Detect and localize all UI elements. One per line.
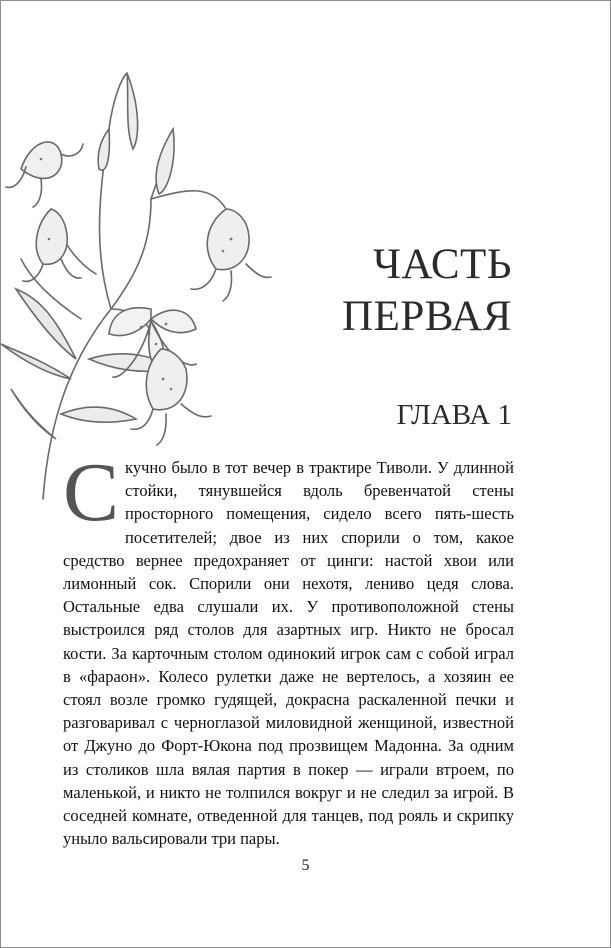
part-title-line-1: ЧАСТЬ [373, 241, 512, 288]
body-paragraph: кучно было в тот вечер в трактире Тиволи. У длинной стойки, тянувшейся вдоль бревенчатой стены просторного помещения, сидело всего пять-шесть посетителей; двое из них спорили о том, какое средство вернее предохраняет от цинги: настой хвои или лимонный сок. Спорили они нехотя, лениво цедя слова. Остальные едва слушали их. У противоположной стены выстроился ряд столов для азартных игр. Никто не бросал кости. За карточным столом одинокий игрок сам с собой играл в «фараон». Колесо рулетки даже не вертелось, а хозяин ее стоял возле громко гудящей, докрасна раскаленной печки и разговаривал с черноглазой миловидной женщиной, известной от Джуно до Форт-Юкона под прозвищем Мадонна. За одним из столиков шла вялая партия в покер — играли втроем, по маленькой, и никто не толпился вокруг и не следил за игрой. В соседней комнате, отведенной для танцев, под рояль и скрипку уныло вальсировали три пары. [63, 458, 514, 849]
page-number: 5 [301, 857, 310, 874]
chapter-body-text [63, 446, 514, 850]
part-title-line-2: ПЕРВАЯ [342, 293, 512, 340]
part-title [342, 239, 512, 343]
lily-flower-illustration [1, 59, 291, 519]
chapter-title: ГЛАВА 1 [396, 399, 512, 431]
drop-cap: С [63, 446, 120, 539]
